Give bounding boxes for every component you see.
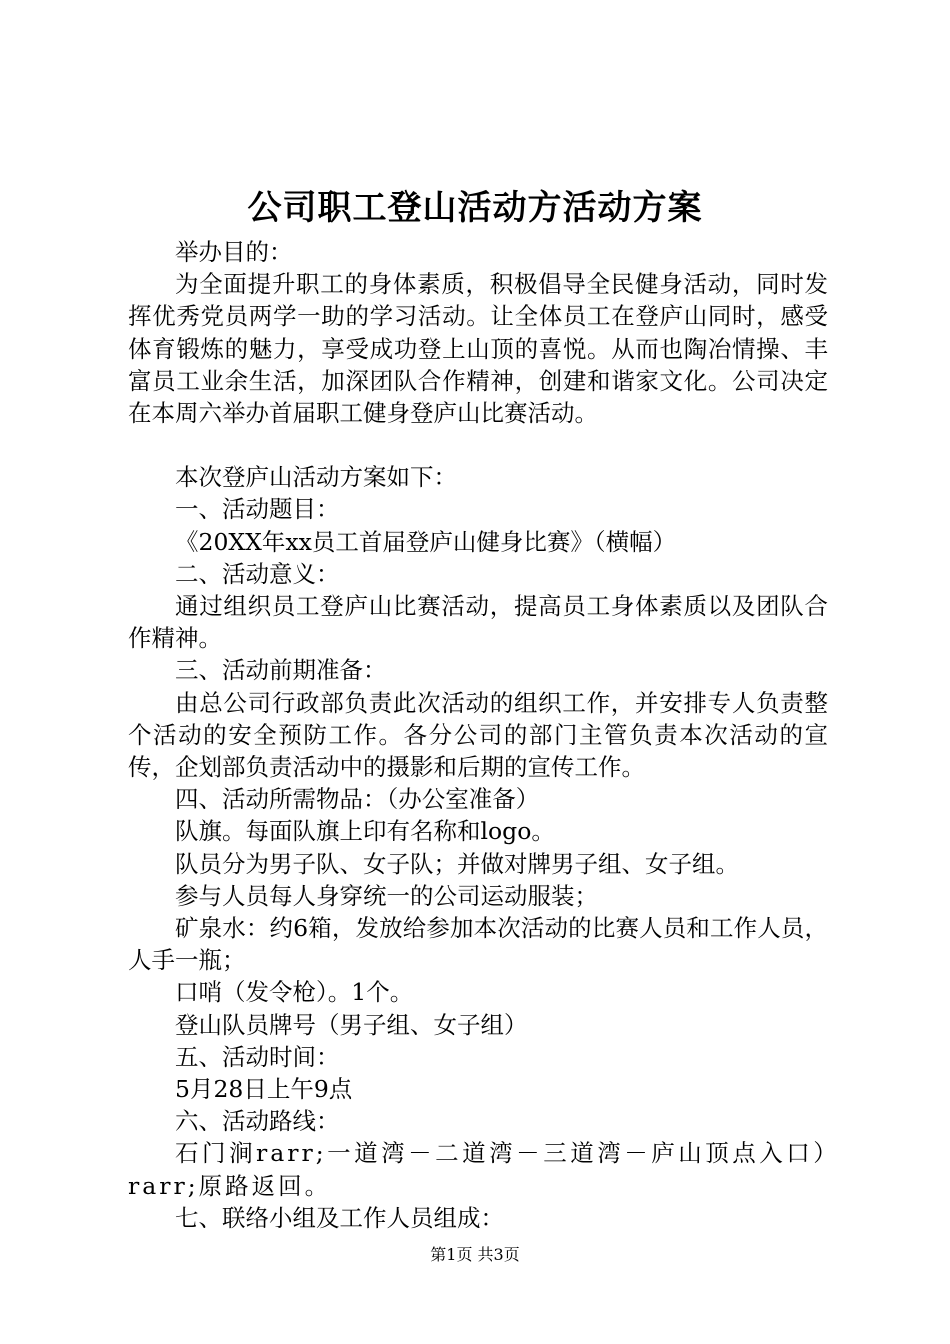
section-heading-supplies: 四、活动所需物品：（办公室准备） <box>175 785 540 814</box>
section-heading-route: 六、活动路线： <box>175 1107 340 1136</box>
document-title: 公司职工登山活动方活动方案 <box>247 188 703 228</box>
page-footer: 第1页 共3页 <box>430 1245 520 1264</box>
list-item-teams: 队员分为男子队、女子队；并做对牌男子组、女子组。 <box>175 849 739 878</box>
paragraph-preparation-text: 由总公司行政部负责此次活动的组织工作，并安排专人负责整个活动的安全预防工作。各分公司的部门主管负责本次活动的宣传，企划部负责活动中的摄影和后期的宣传工作。 <box>128 688 828 782</box>
list-item-flags: 队旗。每面队旗上印有名称和logo。 <box>175 817 555 846</box>
paragraph-time-text: 5月28日上午9点 <box>175 1075 353 1104</box>
list-item-badges: 登山队员牌号（男子组、女子组） <box>175 1010 528 1039</box>
section-heading-preparation: 三、活动前期准备： <box>175 656 387 685</box>
paragraph-spacer <box>128 429 828 461</box>
paragraph-plan-intro: 本次登庐山活动方案如下： <box>175 463 457 492</box>
paragraph-purpose-heading: 举办目的： <box>175 238 293 266</box>
paragraph-route-text: 石门涧rarr;一道湾－二道湾－三道湾－庐山顶点入口）rarr;原路返回。 <box>128 1139 828 1200</box>
section-heading-meaning: 二、活动意义： <box>175 559 340 588</box>
list-item-whistle: 口哨（发令枪）。1个。 <box>175 978 414 1007</box>
paragraph-purpose-text: 为全面提升职工的身体素质，积极倡导全民健身活动，同时发挥优秀党员两学一助的学习活动。让全体员工在登庐山同时，感受体育锻炼的魅力，享受成功登上山顶的喜悦。从而也陶冶情操、丰富员工业余生活，加深团队合作精神，创建和谐家文化。公司决定在本周六举办首届职工健身登庐山比赛活动。 <box>128 270 828 428</box>
paragraph-topic-text: 《20XX年xx员工首届登庐山健身比赛》（横幅） <box>175 527 677 556</box>
document-body <box>128 236 828 1234</box>
section-heading-topic: 一、活动题目： <box>175 495 340 524</box>
list-item-uniform: 参与人员每人身穿统一的公司运动服装； <box>175 881 598 910</box>
paragraph-meaning-text: 通过组织员工登庐山比赛活动，提高员工身体素质以及团队合作精神。 <box>128 592 828 653</box>
list-item-water: 矿泉水：约6箱，发放给参加本次活动的比赛人员和工作人员，人手一瓶； <box>128 914 828 975</box>
section-heading-staff: 七、联络小组及工作人员组成： <box>175 1203 504 1232</box>
section-heading-time: 五、活动时间： <box>175 1042 340 1071</box>
